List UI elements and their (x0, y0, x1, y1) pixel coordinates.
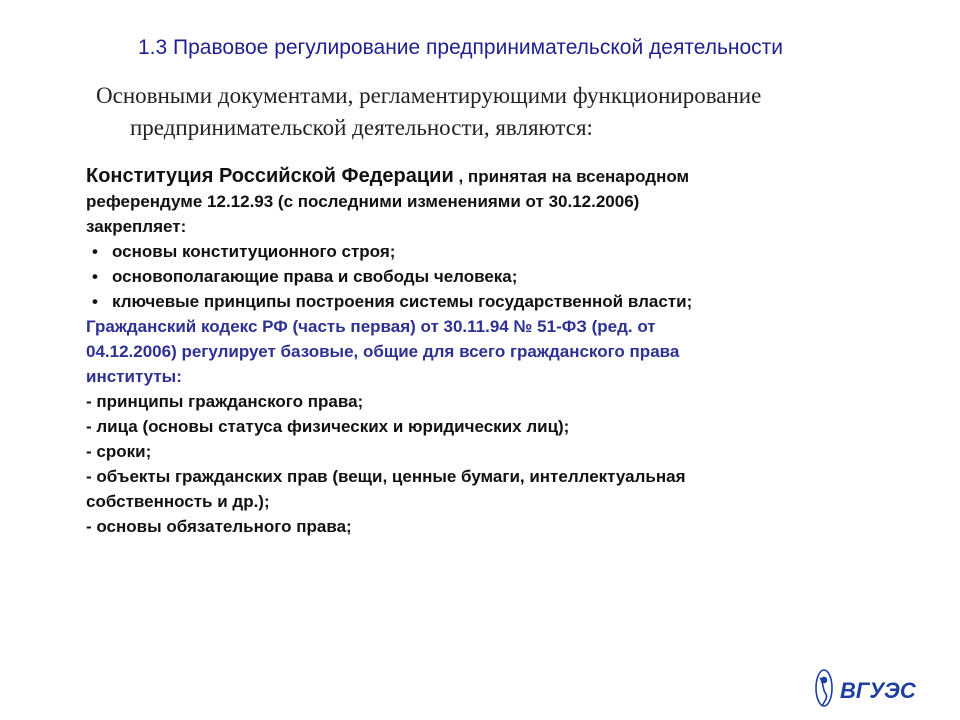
civil-code-heading-line: институты: (86, 367, 182, 386)
slide-title: 1.3 Правовое регулирование предпринимательской деятельности (138, 36, 784, 59)
content-body (86, 164, 886, 539)
constitution-line-1-rest: , принятая на всенародном (453, 167, 690, 186)
logo-emblem-icon (816, 670, 832, 706)
civil-code-heading-line: Гражданский кодекс РФ (часть первая) от 30.11.94 № 51-ФЗ (ред. от (86, 317, 656, 336)
bullet-text: основополагающие права и свободы человека; (112, 267, 518, 286)
intro-line-1: Основными документами, регламентирующими функционирование (96, 83, 762, 108)
bullet-item (86, 289, 886, 314)
civil-code-item: - лица (основы статуса физических и юридических лиц); (86, 417, 570, 436)
intro-line-2: предпринимательской деятельности, являются: (130, 115, 593, 140)
bullet-text: основы конституционного строя; (112, 242, 396, 261)
bullet-glyph: • (92, 242, 98, 261)
civil-code-heading-line: 04.12.2006) регулирует базовые, общие для всего гражданского права (86, 342, 680, 361)
constitution-line-3: закрепляет: (86, 217, 187, 236)
constitution-line-1 (86, 164, 886, 189)
civil-code-item: собственность и др.); (86, 492, 270, 511)
civil-code-item: - основы обязательного права; (86, 517, 352, 536)
constitution-line-2: референдуме 12.12.93 (с последними изменениями от 30.12.2006) (86, 192, 640, 211)
bullet-item (86, 264, 886, 289)
civil-code-item: - сроки; (86, 442, 152, 461)
civil-code-item: - принципы гражданского права; (86, 392, 364, 411)
bullet-glyph: • (92, 267, 98, 286)
civil-code-item: - объекты гражданских прав (вещи, ценные бумаги, интеллектуальная (86, 467, 686, 486)
bullet-item (86, 239, 886, 264)
logo-text: ВГУЭС (840, 678, 916, 703)
intro-text (96, 80, 896, 144)
constitution-name: Конституция Российской Федерации (86, 165, 454, 187)
bullet-text: ключевые принципы построения системы государственной власти; (112, 292, 693, 311)
university-logo (812, 668, 932, 712)
bullet-glyph: • (92, 292, 98, 311)
